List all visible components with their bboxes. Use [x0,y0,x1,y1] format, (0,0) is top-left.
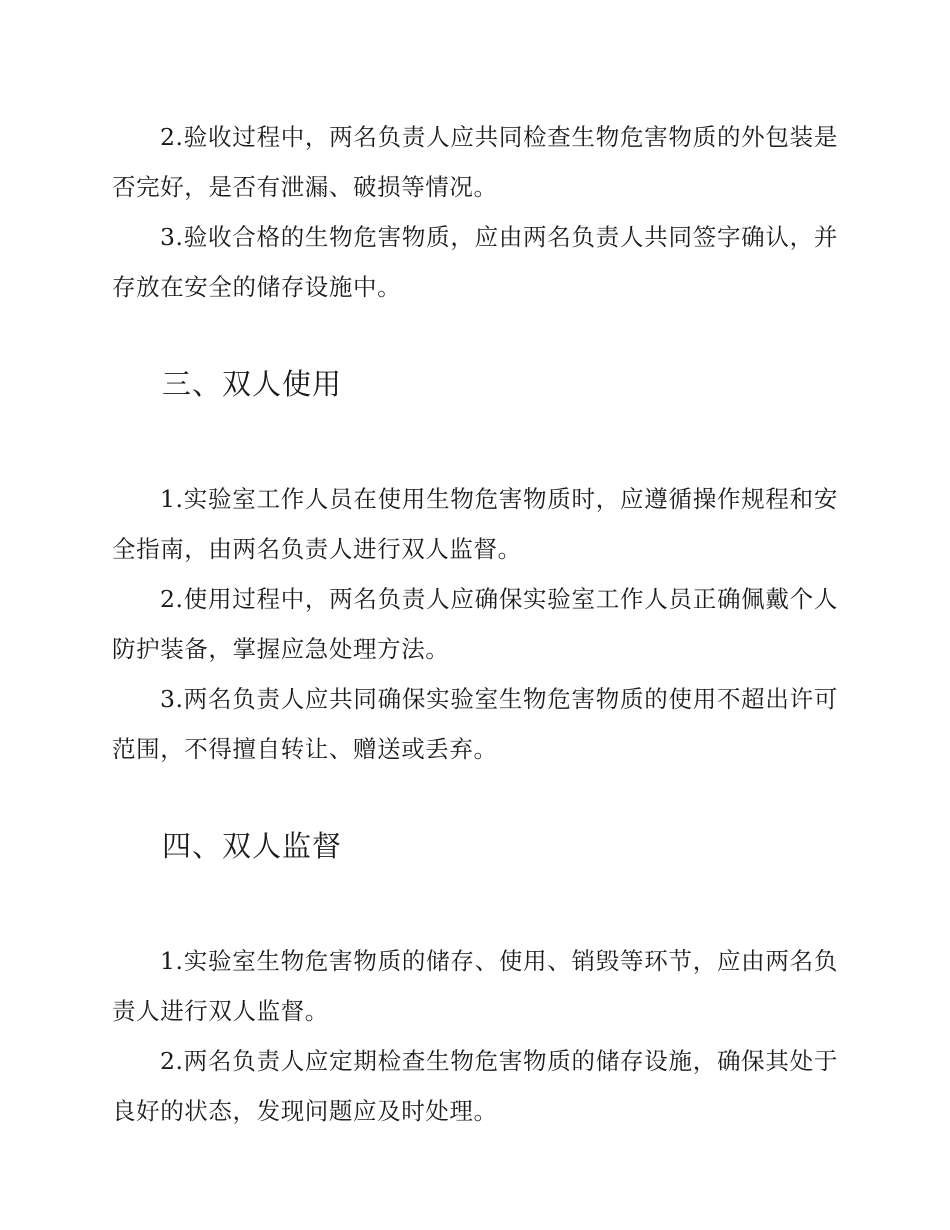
section-heading: 三、双人使用 [162,367,343,401]
paragraph: 2.验收过程中，两名负责人应共同检查生物危害物质的外包装是否完好，是否有泄漏、破损等情况。 [112,123,838,201]
paragraph: 2.使用过程中，两名负责人应确保实验室工作人员正确佩戴个人防护装备，掌握应急处理方法。 [112,585,838,663]
paragraph: 1.实验室工作人员在使用生物危害物质时，应遵循操作规程和安全指南，由两名负责人进行双人监督。 [112,485,838,563]
paragraph: 3.两名负责人应共同确保实验室生物危害物质的使用不超出许可范围，不得擅自转让、赠送或丢弃。 [112,685,838,763]
document-body [112,112,838,1136]
paragraph: 2.两名负责人应定期检查生物危害物质的储存设施，确保其处于良好的状态，发现问题应及时处理。 [112,1047,838,1125]
paragraph: 3.验收合格的生物危害物质，应由两名负责人共同签字确认，并存放在安全的储存设施中。 [112,223,838,301]
section-heading: 四、双人监督 [162,829,343,863]
paragraph: 1.实验室生物危害物质的储存、使用、销毁等环节，应由两名负责人进行双人监督。 [112,947,838,1025]
